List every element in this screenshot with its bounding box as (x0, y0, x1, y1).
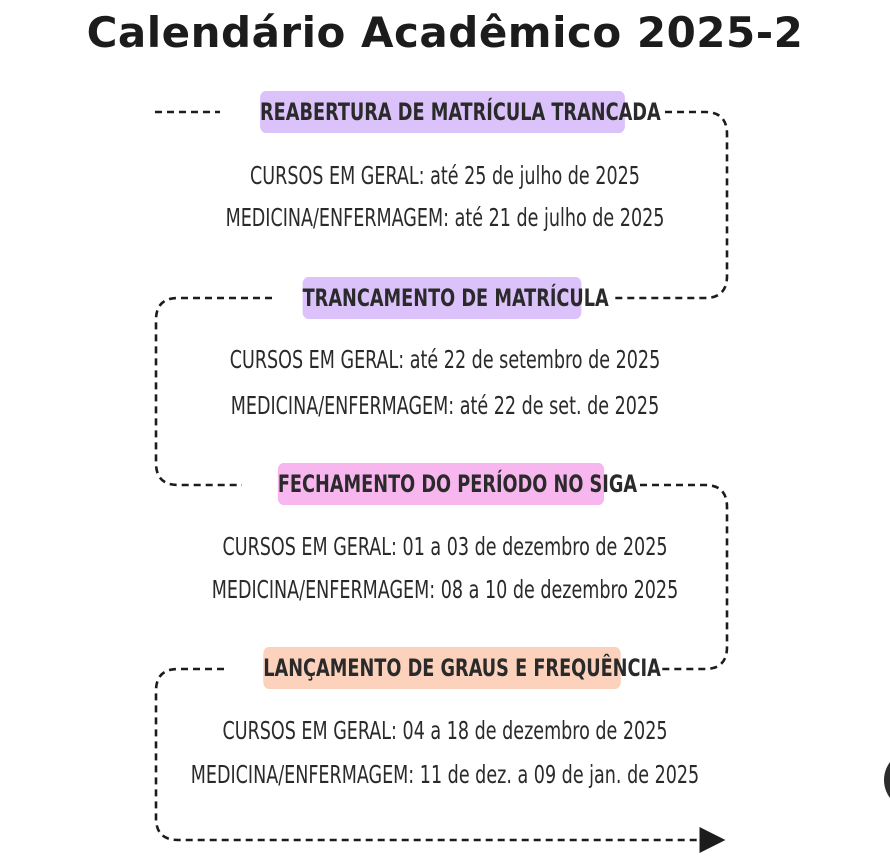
section-heading-fechamento: FECHAMENTO DO PERÍODO NO SIGA (278, 463, 604, 505)
section-line: CURSOS EM GERAL: até 25 de julho de 2025 (250, 161, 640, 190)
section-line: MEDICINA/ENFERMAGEM: 11 de dez. a 09 de jan. de 2025 (190, 760, 700, 789)
section-heading-trancamento: TRANCAMENTO DE MATRÍCULA (303, 277, 582, 319)
section-line: MEDICINA/ENFERMAGEM: até 21 de julho de 2025 (225, 203, 665, 232)
section-line: CURSOS EM GERAL: 01 a 03 de dezembro de 2025 (222, 532, 668, 561)
section-line: CURSOS EM GERAL: até 22 de setembro de 2025 (229, 345, 661, 374)
section-line: MEDICINA/ENFERMAGEM: 08 a 10 de dezembro 2025 (211, 575, 679, 604)
section-heading-lancamento: LANÇAMENTO DE GRAUS E FREQUÊNCIA (263, 647, 621, 689)
section-line: CURSOS EM GERAL: 04 a 18 de dezembro de 2025 (222, 716, 668, 745)
page-title: Calendário Acadêmico 2025-2 (86, 8, 804, 57)
section-line: MEDICINA/ENFERMAGEM: até 22 de set. de 2025 (230, 391, 660, 420)
section-heading-reabertura: REABERTURA DE MATRÍCULA TRANCADA (260, 91, 625, 133)
